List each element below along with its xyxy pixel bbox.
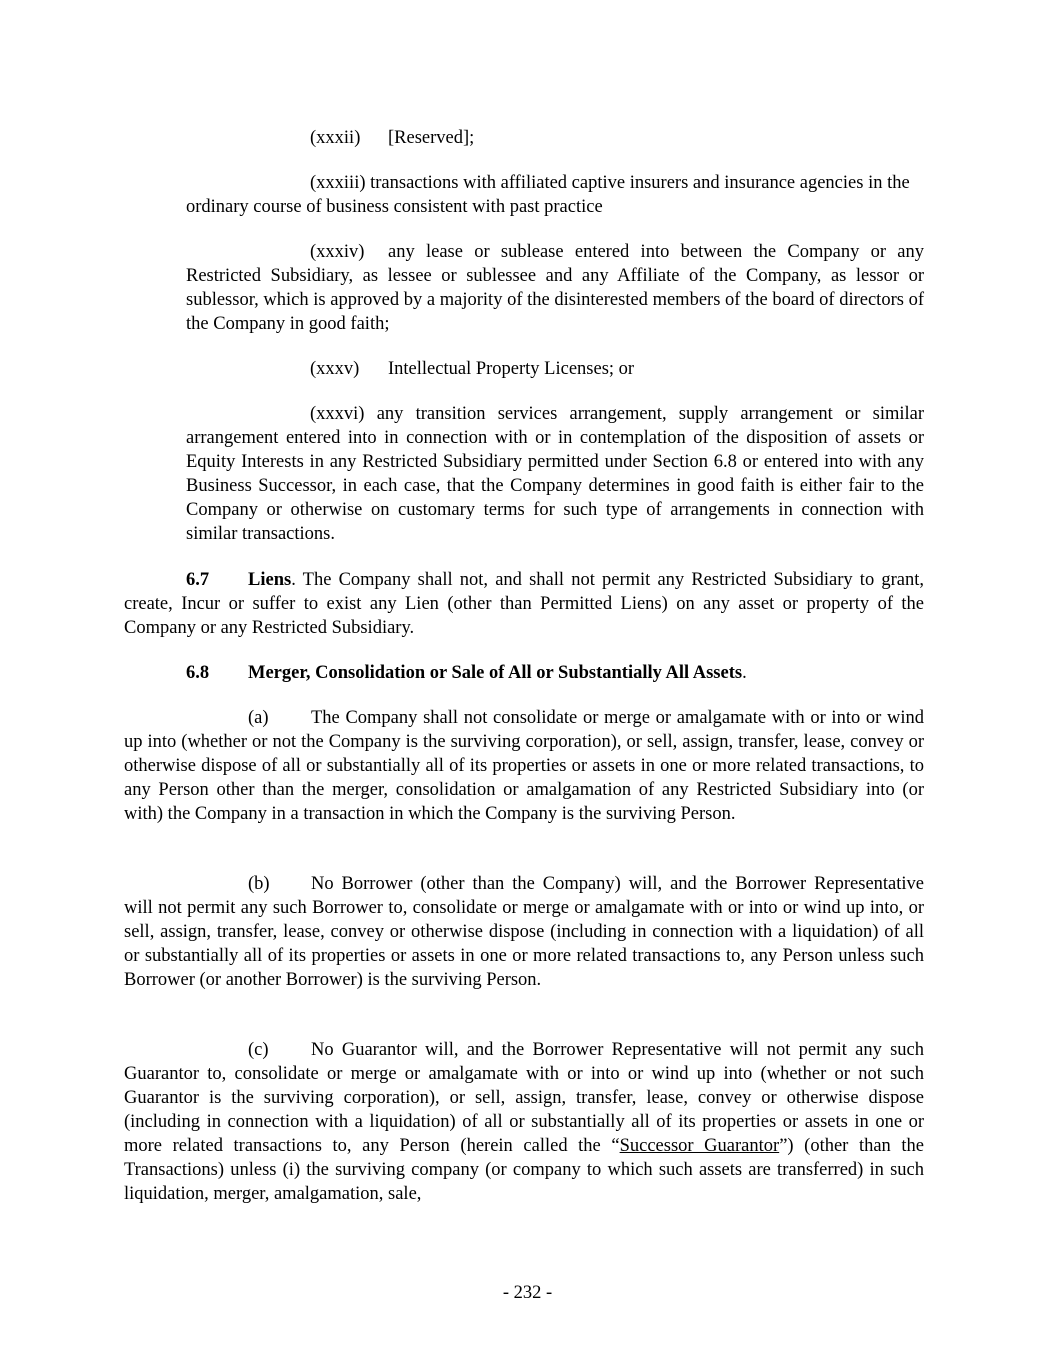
clause-text: transactions with affiliated captive insurers and insurance agencies in the ordinary course of business consistent with past practice <box>186 173 910 217</box>
clause-xxxv <box>310 357 924 381</box>
section-text: . The Company shall not, and shall not permit any Restricted Subsidiary to grant, create, Incur or suffer to exist any Lien (other than Permitted Liens) on any asset or property of the Company or any Restricted Subsidiary. <box>124 570 924 638</box>
clause-number: (xxxiii) <box>310 173 366 193</box>
section-number: 6.7 <box>186 570 210 590</box>
subsection-number: (a) <box>248 708 269 728</box>
subsection-text: No Borrower (other than the Company) will, and the Borrower Representative will not permit any such Borrower to, consolidate or merge or amalgamate with or into or wind up into, or sell, assign, transfer, lease, convey or otherwise dispose (including in connection with a liquidation) of all or substantially all of its properties or assets in one or more related transactions to, any Person unless such Borrower (or another Borrower) is the surviving Person. <box>124 874 924 990</box>
subsection-text: The Company shall not consolidate or merge or amalgamate with or into or wind up into (whether or not the Company is the surviving corporation), or sell, assign, transfer, lease, convey or otherwise dispose of all or substantially all of its properties or assets in one or more related transactions, to any Person other than the merger, consolidation or amalgamation of any Restricted Subsidiary into (or with) the Company in a transaction in which the Company is the surviving Person. <box>124 708 924 824</box>
clause-text: [Reserved]; <box>388 128 475 148</box>
clause-number: (xxxiv) <box>310 242 365 262</box>
section-number: 6.8 <box>186 663 210 683</box>
section-6-7 <box>124 568 924 640</box>
page-number: - 232 - <box>502 1283 553 1303</box>
defined-term-successor-guarantor: Successor Guarantor <box>619 1136 780 1156</box>
section-heading: Liens <box>248 570 292 590</box>
clause-xxxiii <box>186 171 924 219</box>
clause-xxxvi <box>186 402 924 546</box>
section-6-8-heading <box>186 661 924 685</box>
section-heading: Merger, Consolidation or Sale of All or Substantially All Assets <box>248 663 743 683</box>
clause-number: (xxxii) <box>310 128 361 148</box>
subsection-text-after: ”) (other than the Transactions) unless (i) the surviving company (or company to which such assets are transferred) in such liquidation, merger, amalgamation, sale, <box>124 1136 924 1204</box>
clause-xxxii <box>310 126 924 150</box>
clause-number: (xxxvi) <box>310 404 365 424</box>
section-6-8-b <box>124 872 924 992</box>
subsection-number: (b) <box>248 874 270 894</box>
subsection-text-before: No Guarantor will, and the Borrower Representative will not permit any such Guarantor to, consolidate or merge or amalgamate with or into or wind up into (whether or not such Guarantor is the surviving corporation), or sell, assign, transfer, lease, convey or otherwise dispose (including in connection with a liquidation) of all or substantially all of its properties or assets in one or more related transactions to, any Person (herein called the “ <box>124 1040 924 1156</box>
section-6-8-c <box>124 1038 924 1206</box>
clause-text: any transition services arrangement, supply arrangement or similar arrangement entered into in connection with or in contemplation of the disposition of assets or Equity Interests in any Restricted Subsidiary permitted under Section 6.8 or entered into with any Business Successor, in each case, that the Company determines in good faith is either fair to the Company or otherwise on customary terms for such type of arrangements in connection with similar transactions. <box>186 404 925 544</box>
clause-text: Intellectual Property Licenses; or <box>388 359 635 379</box>
clause-text: any lease or sublease entered into between the Company or any Restricted Subsidiary, as lessee or sublessee and any Affiliate of the Company, as lessor or sublessor, which is approved by a majority of the disinterested members of the board of directors of the Company in good faith; <box>186 242 924 334</box>
subsection-number: (c) <box>248 1040 269 1060</box>
clause-xxxiv <box>186 240 924 336</box>
clause-number: (xxxv) <box>310 359 360 379</box>
heading-period: . <box>742 663 747 683</box>
section-6-8-a <box>124 706 924 826</box>
